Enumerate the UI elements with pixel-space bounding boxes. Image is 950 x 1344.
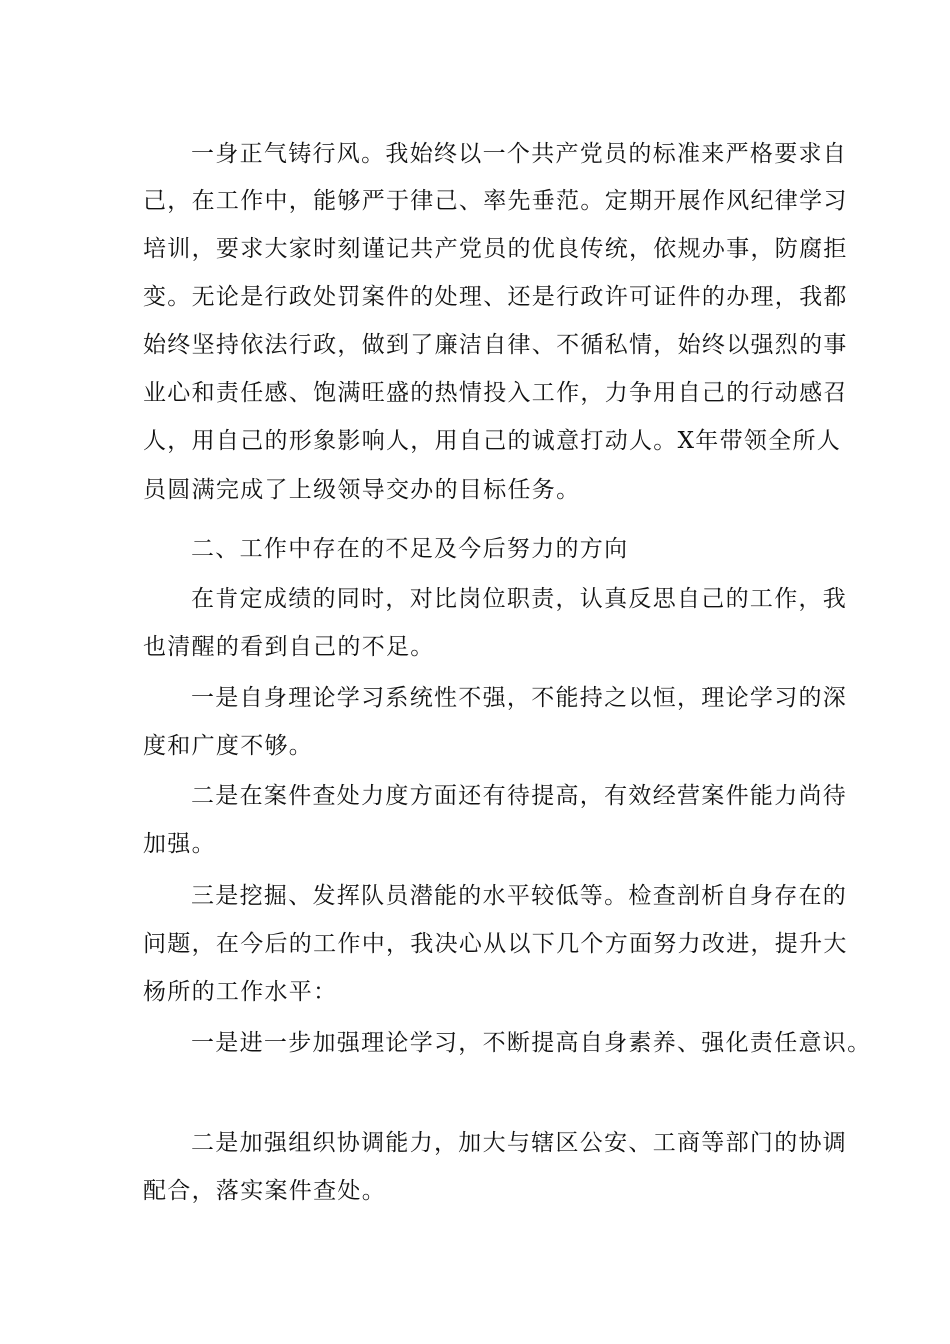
paragraph-line: 己，在工作中，能够严于律己、率先垂范。定期开展作风纪律学习 (143, 188, 848, 214)
paragraph-line: 在肯定成绩的同时，对比岗位职责，认真反思自己的工作，我 (191, 586, 848, 612)
paragraph-line: 问题，在今后的工作中，我决心从以下几个方面努力改进，提升大 (143, 931, 848, 957)
paragraph-line: 配合，落实案件查处。 (143, 1178, 386, 1204)
paragraph-line: 始终坚持依法行政，做到了廉洁自律、不循私情，始终以强烈的事 (143, 332, 848, 358)
paragraph-line: 业心和责任感、饱满旺盛的热情投入工作，力争用自己的行动感召 (143, 380, 848, 406)
paragraph-line: 人，用自己的形象影响人，用自己的诚意打动人。X年带领全所人 (143, 428, 842, 454)
paragraph-line: 三是挖掘、发挥队员潜能的水平较低等。检查剖析自身存在的 (191, 883, 848, 909)
paragraph-line: 度和广度不够。 (143, 733, 314, 759)
paragraph-line: 变。无论是行政处罚案件的处理、还是行政许可证件的办理，我都 (143, 284, 848, 310)
section-heading: 二、工作中存在的不足及今后努力的方向 (191, 536, 629, 562)
paragraph-line: 一身正气铸行风。我始终以一个共产党员的标准来严格要求自 (191, 141, 848, 167)
paragraph-line: 一是进一步加强理论学习，不断提高自身素养、强化责任意识。 (191, 1030, 872, 1056)
paragraph-line: 二是加强组织协调能力，加大与辖区公安、工商等部门的协调 (191, 1130, 848, 1156)
paragraph-line: 杨所的工作水平： (143, 979, 338, 1005)
paragraph-line: 二是在案件查处力度方面还有待提高，有效经营案件能力尚待 (191, 783, 848, 809)
paragraph-line: 培训，要求大家时刻谨记共产党员的优良传统，依规办事，防腐拒 (143, 236, 848, 262)
paragraph-line: 员圆满完成了上级领导交办的目标任务。 (143, 477, 581, 503)
paragraph-line: 一是自身理论学习系统性不强，不能持之以恒，理论学习的深 (191, 685, 848, 711)
paragraph-line: 也清醒的看到自己的不足。 (143, 634, 435, 660)
paragraph-line: 加强。 (143, 831, 216, 857)
